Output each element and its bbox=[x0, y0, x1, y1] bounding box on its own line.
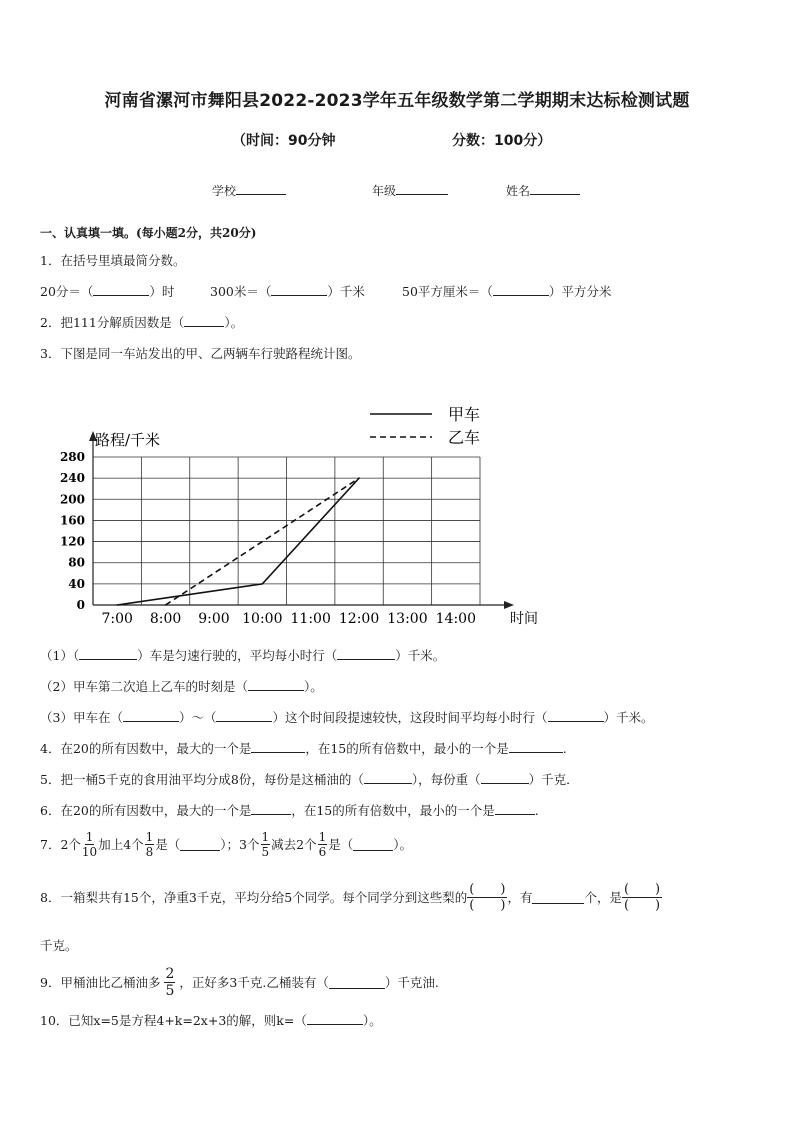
q5 bbox=[40, 770, 579, 788]
q4-blank2[interactable] bbox=[509, 740, 563, 753]
q6-b: ，在15的所有倍数中，最小的一个是 bbox=[291, 803, 495, 818]
distance-chart bbox=[55, 400, 555, 635]
q7-frac2 bbox=[145, 831, 155, 858]
x-tick-label: 11:00 bbox=[290, 611, 331, 627]
x-tick-label: 13:00 bbox=[387, 611, 428, 627]
q7-blank2[interactable] bbox=[353, 838, 393, 851]
q3-s2-b: ）。 bbox=[303, 679, 323, 694]
page-title: 河南省漯河市舞阳县2022-2023学年五年级数学第二学期期末达标检测试题 bbox=[104, 91, 690, 111]
legend-label-2: 乙车 bbox=[448, 428, 481, 447]
q8 bbox=[40, 874, 662, 920]
series-point-1 bbox=[262, 583, 264, 585]
q7-f1-den: 10 bbox=[81, 844, 98, 859]
q3-sub3 bbox=[40, 708, 654, 726]
q6-c: . bbox=[534, 803, 539, 818]
q7-b: 加上4个 bbox=[98, 837, 144, 852]
q3-s3-a: （3）甲车在（ bbox=[40, 710, 123, 725]
legend-label-1: 甲车 bbox=[448, 405, 481, 424]
q7-e: 减去2个 bbox=[271, 837, 317, 852]
q3-sub2 bbox=[40, 677, 323, 695]
q1-p3-text: 50平方厘米＝（ bbox=[402, 284, 493, 299]
q5-c: ）千克． bbox=[528, 772, 579, 787]
q10-a: 10．已知x=5是方程4+k=2x+3的解，则k=（ bbox=[40, 1013, 307, 1028]
q3-s3-blank3[interactable] bbox=[548, 709, 604, 722]
q7-frac3 bbox=[261, 831, 271, 858]
q8-b: ，有 bbox=[507, 890, 533, 905]
q9-f-num: 2 bbox=[165, 965, 175, 982]
q9-a: 9．甲桶油比乙桶油多 bbox=[40, 975, 161, 990]
q3-s2-blank[interactable] bbox=[248, 678, 304, 691]
q7-f2-den: 8 bbox=[145, 844, 154, 859]
q7-d: ）；3个 bbox=[220, 837, 260, 852]
q1-p2-unit: ）千米 bbox=[327, 284, 365, 299]
y-tick-label: 280 bbox=[59, 450, 85, 464]
q8-f2-bot[interactable]: ( ) bbox=[623, 897, 661, 913]
q8-c: 个，是 bbox=[584, 890, 622, 905]
q9-f-den: 5 bbox=[165, 982, 175, 999]
q7-f3-den: 5 bbox=[261, 844, 270, 859]
q4-c: . bbox=[562, 741, 567, 756]
q1-p2-text: 300米＝（ bbox=[210, 284, 272, 299]
q3-s3-blank2[interactable] bbox=[216, 709, 272, 722]
q8-f2-top[interactable]: ( ) bbox=[623, 881, 661, 897]
q7-c: 是（ bbox=[155, 837, 181, 852]
x-tick-label: 12:00 bbox=[338, 611, 380, 627]
q7-f4-num: 1 bbox=[318, 829, 327, 844]
q4-b: ，在15的所有倍数中，最小的一个是 bbox=[305, 741, 509, 756]
q9-c: ）千克油. bbox=[384, 975, 439, 990]
q2-text: 2．把111分解质因数是（ bbox=[40, 315, 185, 330]
q4-blank1[interactable] bbox=[251, 740, 305, 753]
q3-stem: 3．下图是同一车站发出的甲、乙两辆车行驶路程统计图。 bbox=[40, 346, 361, 361]
q7-blank1[interactable] bbox=[180, 838, 220, 851]
q2 bbox=[40, 313, 243, 331]
x-tick-label: 10:00 bbox=[242, 611, 283, 627]
name-blank[interactable] bbox=[530, 182, 580, 195]
grade-field bbox=[372, 182, 448, 199]
q3-s3-b: ）～（ bbox=[178, 710, 217, 725]
name-field bbox=[506, 182, 580, 199]
q1-part3 bbox=[402, 282, 611, 300]
q7-f3-num: 1 bbox=[261, 829, 270, 844]
q1-part2 bbox=[210, 282, 365, 300]
q1-p3-unit: ）平方分米 bbox=[548, 284, 612, 299]
q3-sub1 bbox=[40, 646, 445, 664]
q7-a: 7．2个 bbox=[40, 837, 81, 852]
series-point-2 bbox=[358, 477, 360, 479]
q1-blank3[interactable] bbox=[493, 283, 549, 296]
x-axis-arrow bbox=[504, 601, 514, 609]
x-tick-label: 7:00 bbox=[101, 611, 133, 627]
q6-blank1[interactable] bbox=[251, 802, 291, 815]
exam-time: （时间：90分钟 bbox=[232, 133, 336, 149]
q1-blank2[interactable] bbox=[271, 283, 327, 296]
q7-g: ）。 bbox=[393, 837, 413, 852]
q4 bbox=[40, 739, 567, 757]
school-label: 学校 bbox=[212, 184, 237, 198]
q5-b: ），每份重（ bbox=[411, 772, 481, 787]
q3-s3-d: ）千米。 bbox=[603, 710, 654, 725]
q3-s1-blank1[interactable] bbox=[79, 647, 137, 660]
y-tick-label: 200 bbox=[59, 492, 85, 507]
y-axis-label: 路程/千米 bbox=[95, 431, 161, 449]
y-tick-label: 0 bbox=[76, 598, 85, 612]
q3-s1-b: ）车是匀速行驶的，平均每小时行（ bbox=[137, 648, 338, 663]
school-blank[interactable] bbox=[236, 182, 286, 195]
q8-f1-top[interactable]: ( ) bbox=[469, 881, 506, 897]
q6-blank2[interactable] bbox=[495, 802, 535, 815]
q1-p1-text: 20分＝（ bbox=[40, 284, 94, 299]
y-tick-label: 240 bbox=[59, 471, 85, 486]
q7-f4-den: 6 bbox=[318, 844, 327, 859]
series-point-2 bbox=[165, 604, 167, 606]
q8-a: 8．一箱梨共有15个，净重3千克，平均分给5个同学。每个同学分到这些梨的 bbox=[40, 890, 468, 905]
y-tick-label: 120 bbox=[59, 534, 85, 549]
q6 bbox=[40, 801, 539, 819]
section-heading: 一、认真填一填。(每小题2分，共20分) bbox=[40, 226, 257, 240]
x-tick-label: 14:00 bbox=[435, 611, 476, 627]
y-tick-label: 80 bbox=[68, 555, 85, 570]
q9-blank[interactable] bbox=[329, 976, 385, 989]
q9-b: ，正好多3千克.乙桶装有（ bbox=[179, 975, 329, 990]
q3-s3-blank1[interactable] bbox=[123, 709, 179, 722]
x-axis-label: 时间 bbox=[510, 611, 538, 627]
q7-f2-num: 1 bbox=[145, 829, 154, 844]
q3-s1-blank2[interactable] bbox=[337, 647, 395, 660]
grade-blank[interactable] bbox=[396, 182, 448, 195]
q10-blank[interactable] bbox=[307, 1012, 363, 1025]
q1-blank1[interactable] bbox=[93, 283, 149, 296]
q5-blank2[interactable] bbox=[481, 771, 529, 784]
q2-end: ）。 bbox=[224, 315, 244, 330]
q7 bbox=[40, 826, 412, 862]
q5-blank1[interactable] bbox=[364, 771, 412, 784]
q10 bbox=[40, 1011, 382, 1029]
q7-frac4 bbox=[318, 831, 328, 858]
q8-unit: 千克。 bbox=[40, 938, 78, 953]
q3-s1-a: （1）（ bbox=[40, 648, 80, 663]
q4-a: 4．在20的所有因数中，最大的一个是 bbox=[40, 741, 252, 756]
q8-blank[interactable] bbox=[532, 891, 584, 904]
q10-b: ）。 bbox=[362, 1013, 382, 1028]
q1-p1-unit: ）时 bbox=[149, 284, 175, 299]
school-field bbox=[212, 182, 286, 199]
x-tick-label: 8:00 bbox=[149, 611, 182, 627]
q8-frac-blank2[interactable] bbox=[622, 882, 662, 913]
q1-part1 bbox=[40, 282, 174, 300]
q3-s1-c: ）千米。 bbox=[395, 648, 446, 663]
q3-s3-c: ）这个时间段提速较快，这段时间平均每小时行（ bbox=[272, 710, 548, 725]
y-tick-label: 160 bbox=[59, 513, 85, 528]
grade-label: 年级 bbox=[372, 184, 397, 198]
q7-f: 是（ bbox=[328, 837, 354, 852]
q7-frac1 bbox=[82, 831, 97, 858]
y-tick-label: 40 bbox=[68, 576, 85, 591]
series-point-1 bbox=[116, 604, 118, 606]
q1-stem: 1．在括号里填最简分数。 bbox=[40, 253, 186, 268]
name-label: 姓名 bbox=[506, 184, 531, 198]
x-tick-label: 9:00 bbox=[198, 611, 230, 627]
exam-score: 分数：100分） bbox=[452, 133, 552, 149]
q3-s2-a: （2）甲车第二次追上乙车的时刻是（ bbox=[40, 679, 248, 694]
q9-frac bbox=[164, 967, 175, 998]
q8-f1-bot[interactable]: ( ) bbox=[469, 897, 506, 913]
q9 bbox=[40, 960, 439, 1004]
q8-frac-blank1[interactable] bbox=[467, 882, 507, 913]
q5-a: 5．把一桶5千克的食用油平均分成8份，每份是这桶油的（ bbox=[40, 772, 364, 787]
q6-a: 6．在20的所有因数中，最大的一个是 bbox=[40, 803, 252, 818]
q2-blank[interactable] bbox=[184, 314, 224, 327]
q7-f1-num: 1 bbox=[85, 829, 94, 844]
